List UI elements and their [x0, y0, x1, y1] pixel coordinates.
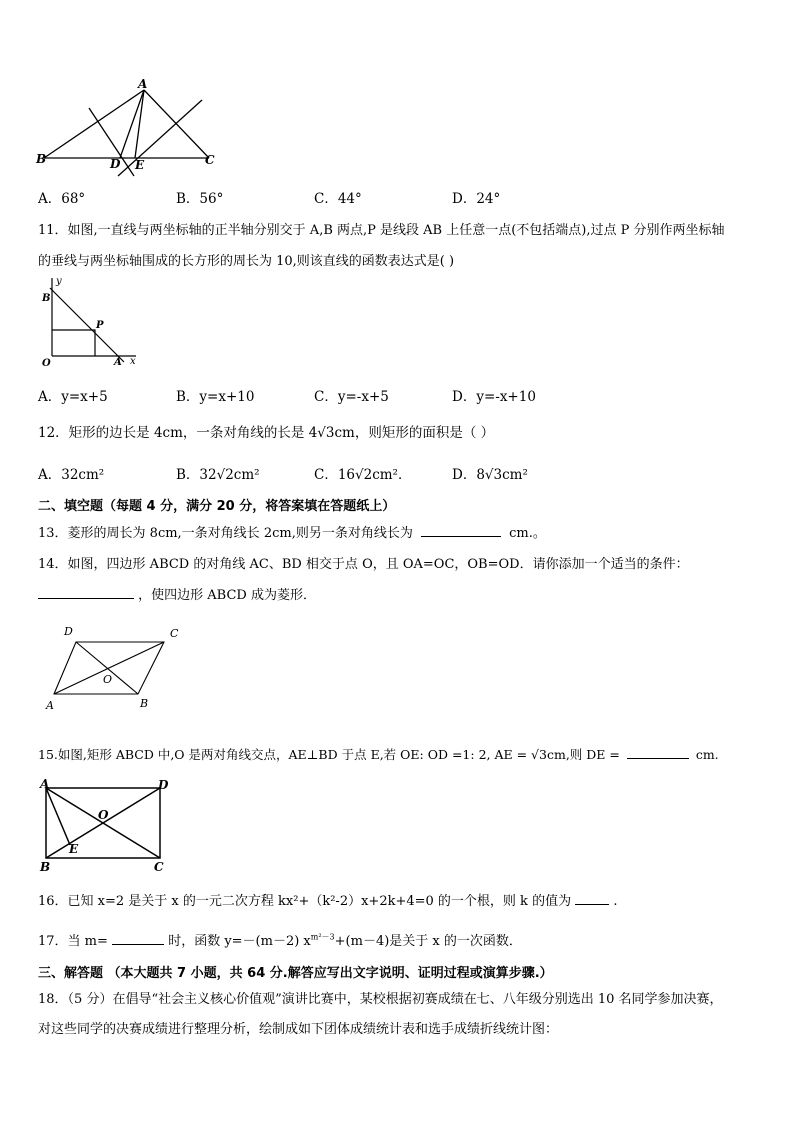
- q10-option-d: D．24°: [452, 191, 501, 207]
- q12-option-c: C．16√2cm²．: [314, 467, 412, 483]
- q13-answer-blank[interactable]: [421, 536, 501, 537]
- q16-text: 16．已知 x=2 是关于 x 的一元二次方程 kx²+（k²-2）x+2k+4=0 的一个根，则 k 的值为: [38, 894, 572, 909]
- fig10-label-a: A: [138, 78, 148, 91]
- fig11-label-o: O: [42, 358, 51, 369]
- q15-answer-blank[interactable]: [627, 758, 689, 759]
- fig14-label-c: C: [170, 627, 179, 640]
- q11-figure: [36, 274, 146, 370]
- q11-option-b: B．y=x+10: [176, 389, 255, 405]
- q17-answer-blank[interactable]: [112, 944, 164, 945]
- q13-line: [38, 522, 546, 541]
- fig15-label-a: A: [40, 778, 50, 791]
- q14-figure: [40, 620, 190, 712]
- fig15-label-e: E: [69, 842, 79, 856]
- q18-line1: 18．（5 分）在倡导“社会主义核心价值观”演讲比赛中，某校根据初赛成绩在七、八年级分别选出 10 名同学参加决赛，: [38, 992, 723, 1007]
- q13-text: 13．菱形的周长为 8cm,一条对角线长 2cm,则另一条对角线长为: [38, 526, 413, 541]
- q16-end: .: [613, 894, 618, 909]
- q18-line2: 对这些同学的决赛成绩进行整理分析，绘制成如下团体成绩统计表和选手成绩折线统计图：: [38, 1022, 559, 1037]
- fig11-label-p: P: [96, 320, 104, 331]
- q15-unit: cm.: [695, 747, 719, 762]
- q14-line2: [38, 584, 316, 603]
- q12-text: 12．矩形的边长是 4cm，一条对角线的长是 4√3cm，则矩形的面积是（ ）: [38, 425, 495, 441]
- fig10-label-d: D: [110, 157, 121, 171]
- q15-figure: [36, 778, 171, 874]
- q17-text-c: +(m－4)是关于 x 的一次函数．: [334, 934, 522, 949]
- q11-option-a: A．y=x+5: [38, 389, 108, 405]
- q12-option-d: D．8√3cm²: [452, 467, 528, 483]
- fig10-label-b: B: [36, 152, 47, 166]
- section-2-heading: 二、填空题（每题 4 分，满分 20 分，将答案填在答题纸上）: [38, 499, 396, 514]
- q11-option-d: D．y=-x+10: [452, 389, 536, 405]
- fig15-label-b: B: [40, 860, 51, 874]
- q10-option-b: B．56°: [176, 191, 224, 207]
- q14-answer-blank[interactable]: [38, 598, 134, 599]
- q16-line: [38, 890, 618, 909]
- fig14-label-o: O: [103, 673, 113, 686]
- q13-unit: cm.。: [509, 526, 546, 541]
- fig11-label-b: B: [42, 293, 51, 304]
- q11-line2: 的垂线与两坐标轴围成的长方形的周长为 10,则该直线的函数表达式是( ): [38, 254, 455, 269]
- q12-option-b: B．32√2cm²: [176, 467, 260, 483]
- q10-option-c: C．44°: [314, 191, 362, 207]
- fig14-label-a: A: [46, 699, 54, 712]
- fig10-label-c: C: [205, 153, 215, 167]
- fig11-label-a: A: [114, 357, 122, 368]
- fig11-label-x: x: [130, 356, 136, 367]
- fig14-label-b: B: [140, 697, 149, 710]
- q10-figure: [34, 78, 224, 180]
- q12-option-a: A．32cm²: [38, 467, 105, 483]
- fig14-label-d: D: [64, 625, 73, 638]
- fig15-label-d: D: [158, 778, 169, 792]
- q14-text2: ，使四边形 ABCD 成为菱形．: [138, 588, 316, 603]
- fig15-label-c: C: [154, 860, 164, 874]
- fig11-label-y: y: [56, 276, 62, 287]
- q16-answer-blank[interactable]: [575, 904, 609, 905]
- q11-line1: 11．如图,一直线与两坐标轴的正半轴分别交于 A,B 两点,P 是线段 AB 上任意一点(不包括端点),过点 P 分别作两坐标轴: [38, 223, 725, 238]
- q15-line: [38, 745, 719, 763]
- q17-text-b: 时，函数 y=－(m－2) x: [168, 934, 311, 949]
- q17-exponent: m²－3: [310, 932, 335, 942]
- q17-text-a: 17．当 m=: [38, 934, 108, 949]
- fig10-label-e: E: [135, 158, 145, 172]
- section-3-heading: 三、解答题 （本大题共 7 小题，共 64 分.解答应写出文字说明、证明过程或演算步骤.）: [38, 966, 553, 981]
- fig15-label-o: O: [98, 808, 109, 822]
- q10-option-a: A．68°: [38, 191, 86, 207]
- q15-text: 15.如图,矩形 ABCD 中,O 是两对角线交点，AE⊥BD 于点 E,若 OE: OD =1: 2, AE = √3cm,则 DE =: [38, 747, 620, 762]
- q14-line1: 14．如图，四边形 ABCD 的对角线 AC、BD 相交于点 O，且 OA=OC，OB=OD．请你添加一个适当的条件：: [38, 557, 689, 572]
- q17-line: [38, 930, 522, 949]
- q11-option-c: C．y=-x+5: [314, 389, 389, 405]
